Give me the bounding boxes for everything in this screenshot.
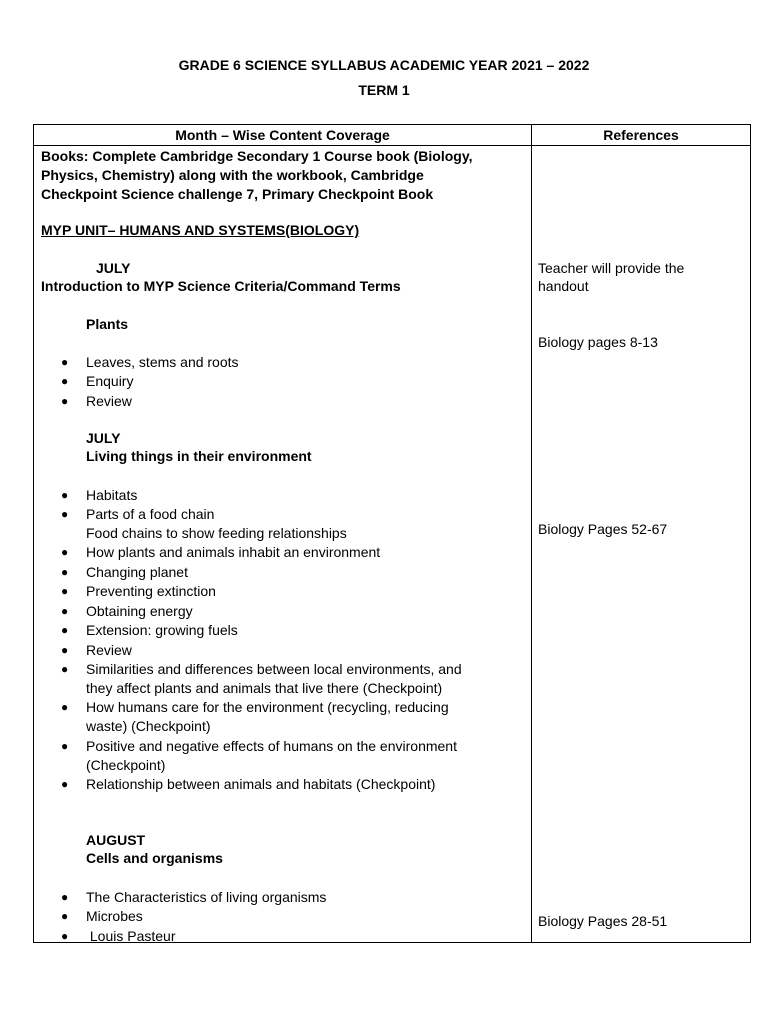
bullet-icon: ● (61, 355, 69, 369)
books-line: Checkpoint Science challenge 7, Primary Checkpoint Book (41, 186, 434, 202)
bullet-icon: ● (61, 604, 69, 618)
reference-text: Teacher will provide the (538, 260, 685, 276)
list-item-continuation: they affect plants and animals that live there (Checkpoint) (86, 680, 443, 696)
reference-text: handout (538, 278, 589, 294)
list-item: The Characteristics of living organisms (86, 889, 327, 905)
list-item: How humans care for the environment (recycling, reducing (86, 699, 449, 715)
month-heading: JULY (86, 430, 121, 446)
books-line: Books: Complete Cambridge Secondary 1 Course book (Biology, (41, 148, 473, 164)
reference-text: Biology pages 8-13 (538, 334, 658, 350)
list-item: How plants and animals inhabit an environment (86, 544, 381, 560)
bullet-icon: ● (61, 739, 69, 753)
bullet-icon: ● (61, 507, 69, 521)
bullet-icon: ● (61, 890, 69, 904)
list-item: Similarities and differences between local environments, and (86, 661, 462, 677)
bullet-icon: ● (61, 777, 69, 791)
section-heading: Living things in their environment (86, 448, 312, 464)
list-item: Review (86, 642, 132, 658)
bullet-icon: ● (61, 700, 69, 714)
list-item: Microbes (86, 908, 143, 924)
bullet-icon: ● (61, 662, 69, 676)
section-heading: Plants (86, 316, 129, 332)
intro-line: Introduction to MYP Science Criteria/Command Terms (41, 278, 401, 294)
list-item: Obtaining energy (86, 603, 193, 619)
list-item: Changing planet (86, 564, 188, 580)
bullet-icon: ● (61, 584, 69, 598)
unit-heading: MYP UNIT– HUMANS AND SYSTEMS(BIOLOGY) (41, 222, 360, 238)
reference-text: Biology Pages 52-67 (538, 521, 668, 537)
list-item: Leaves, stems and roots (86, 354, 239, 370)
term-heading: TERM 1 (358, 82, 410, 98)
list-item-continuation: waste) (Checkpoint) (86, 718, 211, 734)
content-column-header: Month – Wise Content Coverage (175, 127, 390, 143)
bullet-icon: ● (61, 643, 69, 657)
bullet-icon: ● (61, 565, 69, 579)
list-item: Relationship between animals and habitats (Checkpoint) (86, 776, 436, 792)
references-column-header: References (603, 127, 679, 143)
syllabus-table (33, 124, 751, 943)
bullet-icon: ● (61, 623, 69, 637)
list-item: Enquiry (86, 373, 134, 389)
list-item: Louis Pasteur (86, 928, 176, 944)
reference-text: Biology Pages 28-51 (538, 913, 668, 929)
section-heading: Cells and organisms (86, 850, 223, 866)
month-heading: AUGUST (86, 832, 146, 848)
list-item: Habitats (86, 487, 138, 503)
books-line: Physics, Chemistry) along with the workbook, Cambridge (41, 167, 424, 183)
bullet-icon: ● (61, 909, 69, 923)
header-divider (34, 145, 750, 146)
bullet-icon: ● (61, 545, 69, 559)
list-item-continuation: Food chains to show feeding relationships (86, 525, 347, 541)
column-divider (531, 125, 532, 942)
document-title: GRADE 6 SCIENCE SYLLABUS ACADEMIC YEAR 2021 – 2022 (178, 57, 590, 73)
list-item: Positive and negative effects of humans on the environment (86, 738, 457, 754)
list-item-continuation: (Checkpoint) (86, 757, 166, 773)
list-item: Review (86, 393, 132, 409)
list-item: Preventing extinction (86, 583, 216, 599)
bullet-icon: ● (61, 929, 69, 943)
bullet-icon: ● (61, 394, 69, 408)
bullet-icon: ● (61, 374, 69, 388)
list-item: Extension: growing fuels (86, 622, 238, 638)
month-heading: JULY (96, 260, 131, 276)
bullet-icon: ● (61, 488, 69, 502)
list-item: Parts of a food chain (86, 506, 215, 522)
